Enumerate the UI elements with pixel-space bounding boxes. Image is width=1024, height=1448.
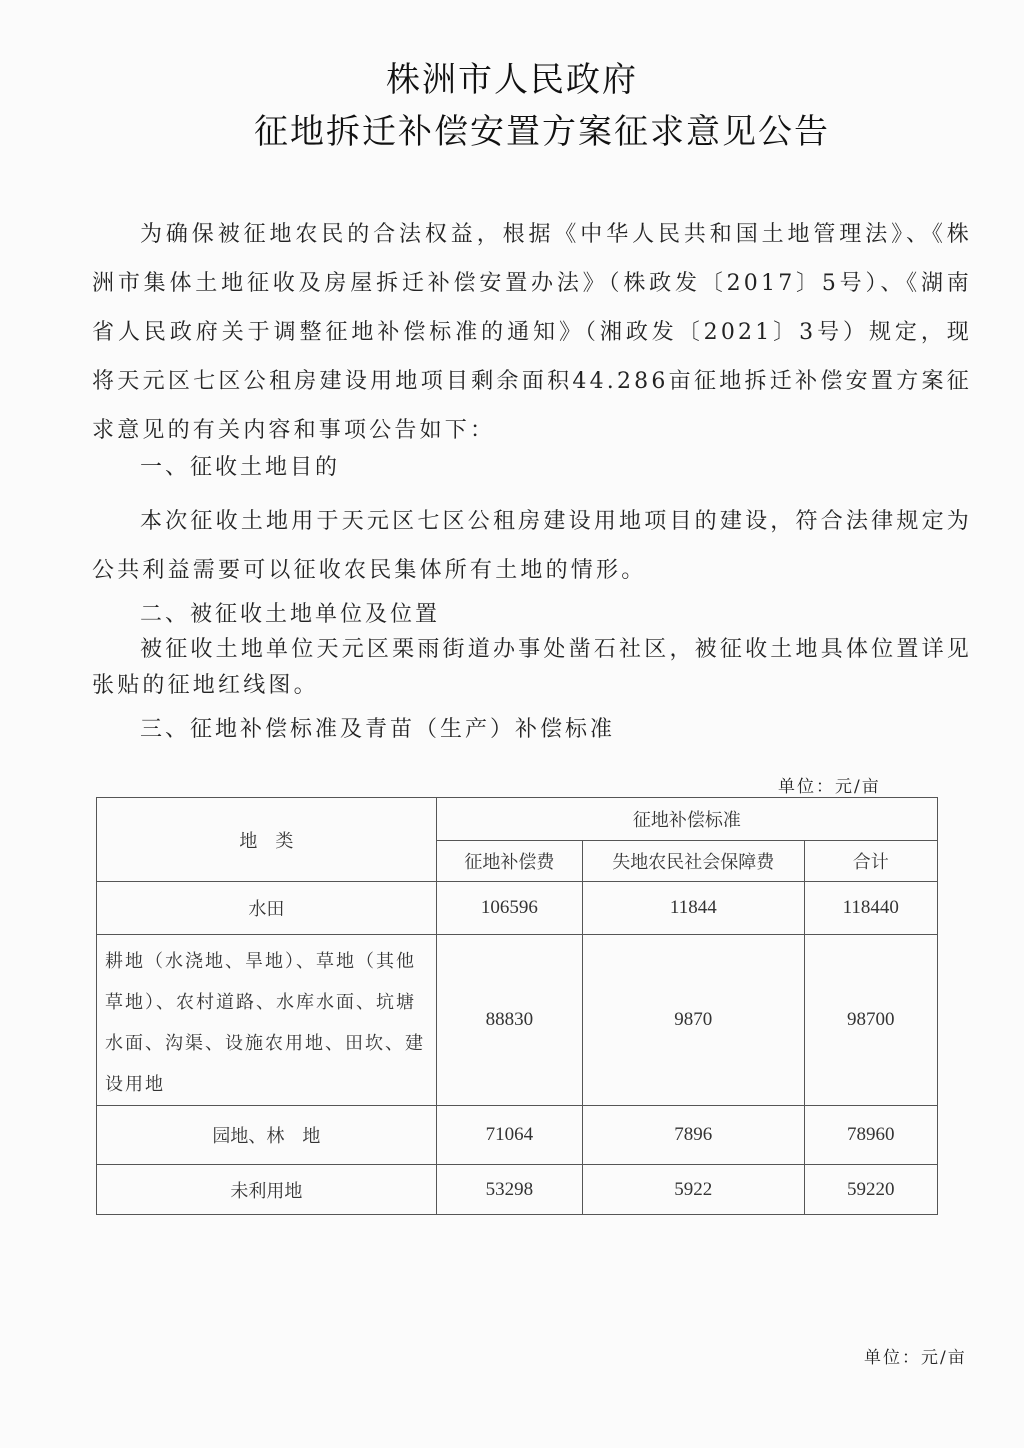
total-cell: 59220	[804, 1165, 937, 1215]
compensation-cell: 106596	[436, 882, 582, 935]
header-land-type: 地 类	[97, 798, 437, 882]
unit-label-bottom: 单位：元/亩	[864, 1348, 967, 1368]
table-row	[97, 1106, 938, 1165]
table-header-row	[97, 798, 938, 841]
total-cell: 78960	[804, 1106, 937, 1165]
land-type-cell: 未利用地	[97, 1165, 437, 1215]
compensation-cell: 53298	[436, 1165, 582, 1215]
total-cell: 118440	[804, 882, 937, 935]
social-security-cell: 7896	[583, 1106, 805, 1165]
section-heading-1: 一、征收土地目的	[140, 455, 341, 480]
table-row	[97, 935, 938, 1106]
document-title-subject: 征地拆迁补偿安置方案征求意见公告	[254, 112, 830, 152]
document-title-issuer: 株洲市人民政府	[386, 60, 638, 100]
header-social-security-fee: 失地农民社会保障费	[583, 841, 805, 882]
compensation-table	[96, 797, 938, 1215]
table-row	[97, 1165, 938, 1215]
social-security-cell: 5922	[583, 1165, 805, 1215]
unit-label-top: 单位：元/亩	[778, 777, 881, 797]
social-security-cell: 9870	[583, 935, 805, 1106]
section-heading-3: 三、征地补偿标准及青苗（生产）补偿标准	[140, 717, 616, 742]
intro-paragraph: 为确保被征地农民的合法权益，根据《中华人民共和国土地管理法》、《株洲市集体土地征收及房屋拆迁补偿安置办法》（株政发〔2017〕5号）、《湖南省人民政府关于调整征地补偿标准的通知》（湘政发〔2021〕3号）规定，现将天元区七区公租房建设用地项目剩余面积44.286亩征地拆迁补偿安置方案征求意见的有关内容和事项公告如下：	[92, 222, 972, 443]
land-type-cell: 水田	[97, 882, 437, 935]
header-compensation-fee: 征地补偿费	[436, 841, 582, 882]
header-compensation-standard: 征地补偿标准	[436, 798, 937, 841]
land-type-cell: 园地、林 地	[97, 1106, 437, 1165]
social-security-cell: 11844	[583, 882, 805, 935]
compensation-cell: 88830	[436, 935, 582, 1106]
section-heading-2: 二、被征收土地单位及位置	[140, 602, 441, 627]
header-total: 合计	[804, 841, 937, 882]
total-cell: 98700	[804, 935, 937, 1106]
compensation-cell: 71064	[436, 1106, 582, 1165]
section-body-1: 本次征收土地用于天元区七区公租房建设用地项目的建设，符合法律规定为公共利益需要可以征收农民集体所有土地的情形。	[92, 509, 972, 583]
land-type-cell: 耕地（水浇地、旱地）、草地（其他草地）、农村道路、水库水面、坑塘水面、沟渠、设施农用地、田坎、建设用地	[97, 935, 437, 1106]
table-row	[97, 882, 938, 935]
section-body-2: 被征收土地单位天元区栗雨街道办事处凿石社区，被征收土地具体位置详见张贴的征地红线图。	[92, 637, 972, 698]
